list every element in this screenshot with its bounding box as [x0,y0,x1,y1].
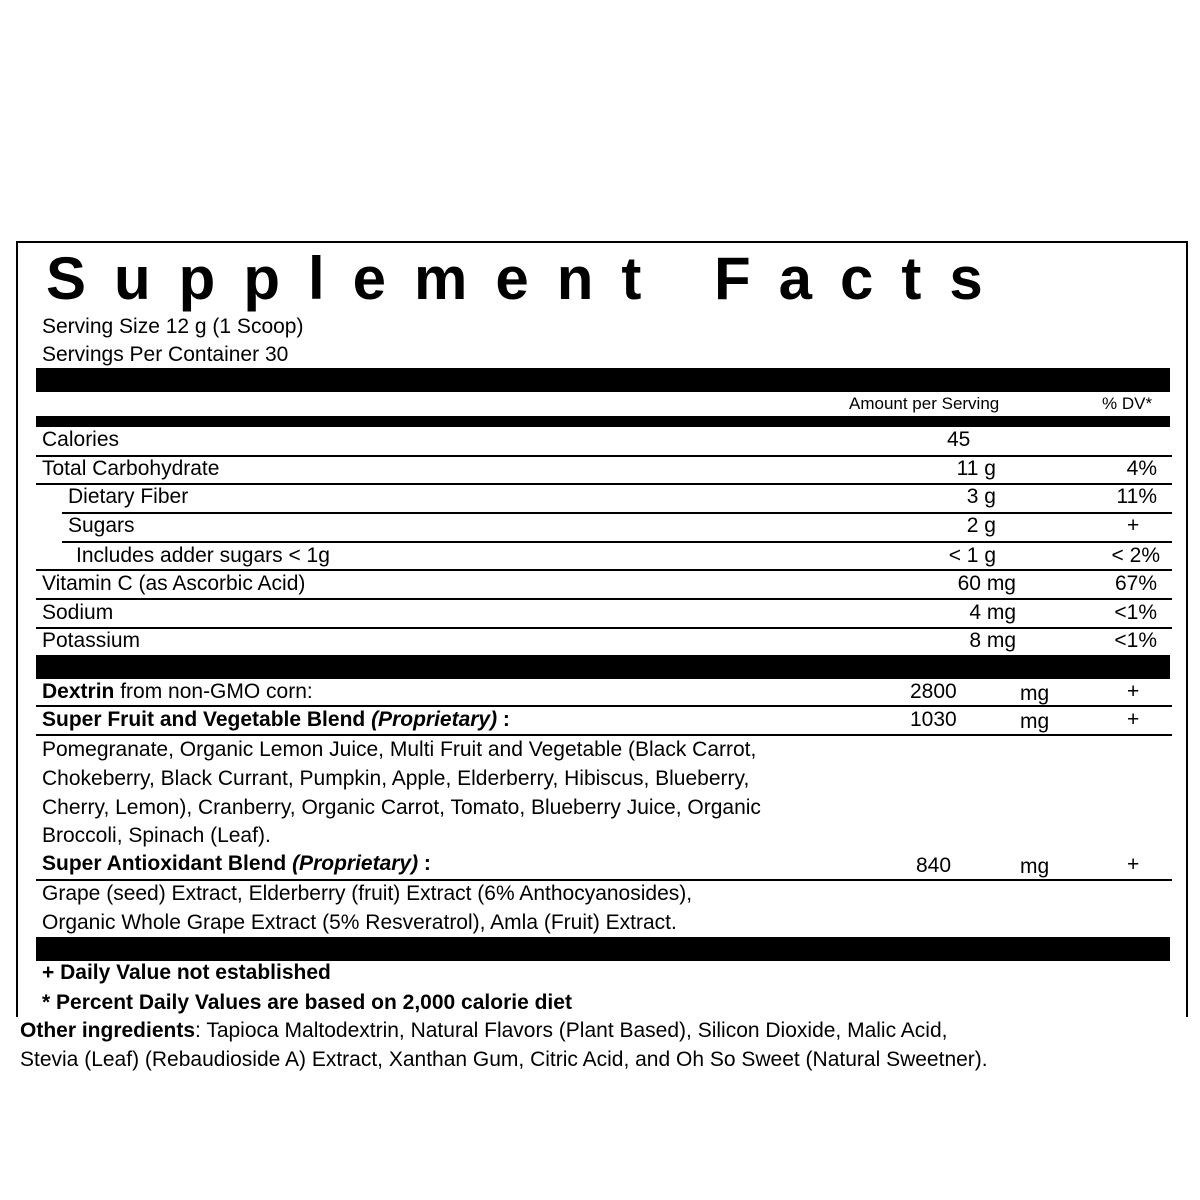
nutrient-dv: + [1127,514,1140,537]
nutrient-amount: 45 [947,428,971,451]
antioxidant-blend-dv: + [1127,853,1140,876]
other-ingredients-label: Other ingredients [20,1019,196,1042]
antioxidant-blend-amount: 840 [916,854,952,877]
fruit-blend-dv: + [1127,708,1140,731]
fruit-blend-ingredients: Broccoli, Spinach (Leaf). [42,824,271,847]
nutrient-amount: 8 mg [969,629,1016,652]
dv-header: % DV* [1102,394,1153,413]
nutrient-amount: 3 g [966,485,996,508]
row-divider [36,734,1172,736]
other-ingredients: Other ingredients: Tapioca Maltodextrin, Natural Flavors (Plant Based), Silicon Dioxide, Malic Acid, [20,1019,948,1042]
thick-divider [36,368,1170,392]
row-divider [36,569,1172,571]
fruit-blend-amount: 1030 [910,708,957,731]
antioxidant-blend-ingredients: Grape (seed) Extract, Elderberry (fruit) Extract (6% Anthocyanosides), [42,882,693,905]
row-divider [36,879,1172,881]
fruit-blend-unit: mg [1020,710,1050,733]
nutrient-name: Vitamin C (as Ascorbic Acid) [42,572,306,595]
nutrient-dv: < 2% [1111,544,1160,567]
antioxidant-blend-name: Super Antioxidant Blend (Proprietary) : [42,852,431,875]
nutrient-dv: <1% [1114,601,1157,624]
row-divider [36,705,1172,707]
dextrin-name: Dextrin from non-GMO corn: [42,680,313,703]
nutrient-dv: 4% [1126,457,1157,480]
thick-divider [36,655,1170,679]
nutrient-dv: 67% [1114,572,1157,595]
amount-per-serving-header: Amount per Serving [849,394,1000,413]
nutrient-amount: < 1 g [948,544,996,567]
thick-divider [36,937,1170,961]
nutrient-amount: 4 mg [969,601,1016,624]
antioxidant-blend-unit: mg [1020,855,1050,878]
fruit-blend-ingredients: Chokeberry, Black Currant, Pumpkin, Apple, Elderberry, Hibiscus, Blueberry, [42,767,750,790]
nutrient-name: Dietary Fiber [68,485,189,508]
nutrient-dv: 11% [1116,485,1157,508]
nutrient-name: Sugars [68,514,135,537]
header-divider [36,416,1170,427]
nutrient-name: Sodium [42,601,114,624]
antioxidant-blend-ingredients: Organic Whole Grape Extract (5% Resveratrol), Amla (Fruit) Extract. [42,911,677,934]
nutrient-name: Total Carbohydrate [42,457,220,480]
row-divider [36,483,1172,485]
dextrin-amount: 2800 [910,680,957,703]
fruit-blend-ingredients: Pomegranate, Organic Lemon Juice, Multi Fruit and Vegetable (Black Carrot, [42,738,757,761]
nutrient-name: Calories [42,428,120,451]
nutrient-name: Potassium [42,629,141,652]
panel-title: Supplement Facts [46,245,1011,312]
servings-per-container: Servings Per Container 30 [42,343,289,366]
nutrient-name: Includes adder sugars < 1g [76,544,330,567]
nutrient-amount: 2 g [966,514,996,537]
dextrin-dv: + [1127,680,1140,703]
other-ingredients-continued: Stevia (Leaf) (Rebaudioside A) Extract, Xanthan Gum, Citric Acid, and Oh So Sweet (Natural Sweetner). [20,1048,988,1071]
nutrient-amount: 60 mg [957,572,1016,595]
nutrient-amount: 11 g [956,457,996,480]
fruit-blend-name: Super Fruit and Vegetable Blend (Proprietary) : [42,708,510,731]
fruit-blend-ingredients: Cherry, Lemon), Cranberry, Organic Carrot, Tomato, Blueberry Juice, Organic [42,796,761,819]
row-divider [62,512,1172,514]
footnote-percent-daily: * Percent Daily Values are based on 2,000 calorie diet [42,991,572,1014]
dextrin-unit: mg [1020,682,1050,705]
serving-size: Serving Size 12 g (1 Scoop) [42,315,304,338]
row-divider [62,541,1172,543]
nutrient-dv: <1% [1114,629,1157,652]
row-divider [36,598,1172,600]
footnote-daily-value: + Daily Value not established [42,961,331,984]
